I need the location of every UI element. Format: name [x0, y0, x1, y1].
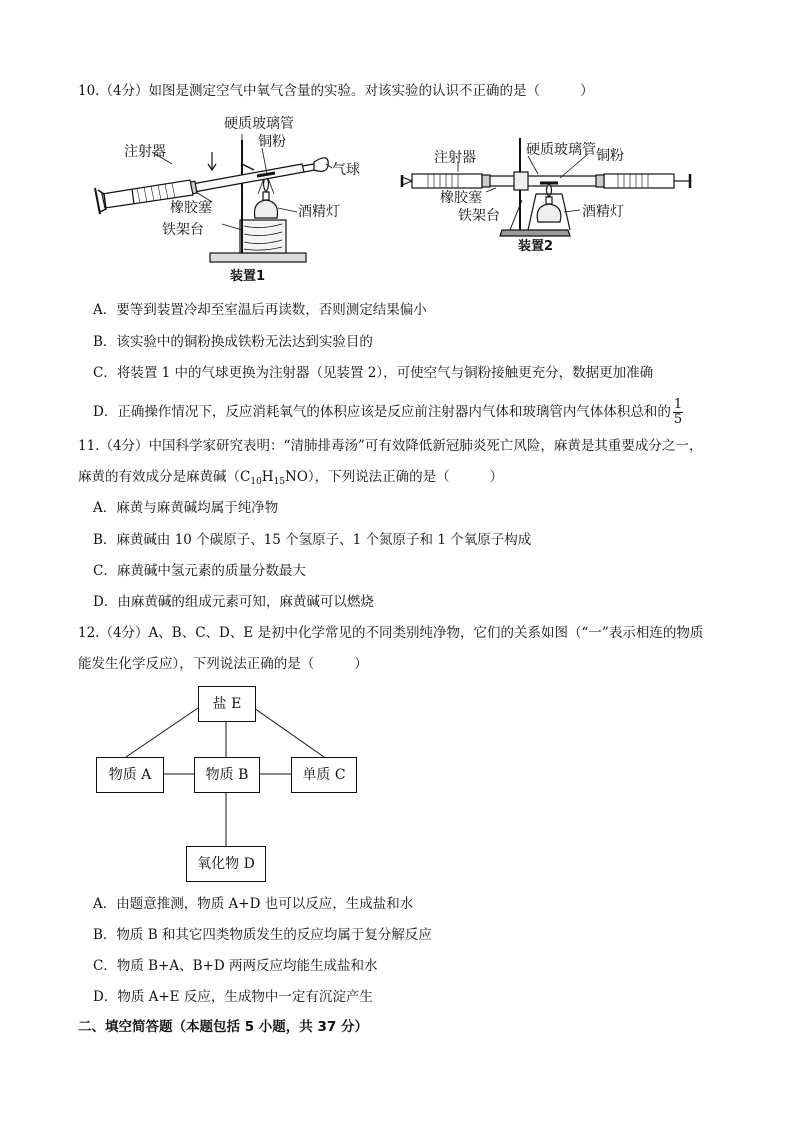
q11-option-a: A．麻黄与麻黄碱均属于纯净物: [93, 500, 279, 516]
q10-option-d-text: D．正确操作情况下，反应消耗氧气的体积应该是反应前注射器内气体和玻璃管内气体体积总和的: [93, 404, 671, 420]
q11-option-d: D．由麻黄碱的组成元素可知，麻黄碱可以燃烧: [93, 594, 374, 610]
q10-option-a: A．要等到装置冷却至室温后再读数，否则测定结果偏小: [93, 302, 427, 318]
q10-option-c: C．将装置 1 中的气球更换为注射器（见装置 2），可使空气与铜粉接触更充分，数据更加准确: [93, 365, 654, 381]
q12-stem-line1: 12.（4分）A、B、C、D、E 是初中化学常见的不同类别纯净物，它们的关系如图（“一”表示相连的物质: [78, 625, 704, 641]
q12-option-d: D．物质 A+E 反应，生成物中一定有沉淀产生: [93, 989, 373, 1005]
q12-option-c: C．物质 B+A、B+D 两两反应均能生成盐和水: [93, 958, 378, 974]
fig1-caption: 装置1: [230, 269, 266, 284]
fig2-syringe-label: 注射器: [434, 150, 476, 166]
q12-stem-end: ）: [354, 656, 368, 672]
fig2-iron-stand-label: 铁架台: [458, 208, 500, 224]
fraction-one-fifth: [673, 398, 683, 427]
fig1-rubber-stopper-label: 橡胶塞: [170, 200, 212, 216]
q12-stem-line2: [78, 654, 368, 674]
node-substance-a: 物质 A: [96, 757, 164, 793]
fig1-alcohol-lamp-label: 酒精灯: [298, 204, 340, 220]
edge-e-a: [126, 708, 198, 757]
q11-subscript-10: 10: [250, 477, 262, 487]
edge-e-c: [254, 708, 324, 757]
q12-option-a: A．由题意推测，物质 A+D 也可以反应，生成盐和水: [93, 896, 414, 912]
fig2-rubber-stopper-label: 橡胶塞: [440, 190, 482, 206]
q11-stem-part-b: H: [261, 469, 274, 485]
fig1-hard-glass-tube-label: 硬质玻璃管: [224, 116, 294, 132]
q11-stem-part-c: NO），下列说法正确的是（: [285, 469, 450, 485]
q12-stem-text: 能发生化学反应），下列说法正确的是（: [78, 656, 315, 672]
node-oxide-d: 氧化物 D: [186, 846, 266, 882]
q12-option-b: B．物质 B 和其它四类物质发生的反应均属于复分解反应: [93, 927, 432, 943]
q11-subscript-15: 15: [273, 477, 286, 487]
node-salt-e: 盐 E: [198, 686, 256, 722]
fig1-copper-powder-label: 铜粉: [258, 134, 286, 150]
q10-stem: [78, 81, 594, 101]
fig1-balloon-label: 气球: [332, 162, 360, 178]
fig2-copper-powder-label: 铜粉: [596, 148, 624, 164]
node-substance-b: 物质 B: [194, 757, 260, 793]
fig1-syringe-label: 注射器: [124, 144, 166, 160]
q11-stem-part-a: 麻黄的有效成分是麻黄碱（C: [78, 469, 251, 485]
node-element-c: 单质 C: [291, 757, 357, 793]
section-2-heading: 二、填空简答题（本题包括 5 小题，共 37 分）: [78, 1019, 368, 1035]
fig2-alcohol-lamp-label: 酒精灯: [582, 204, 624, 220]
fraction-denominator: 5: [673, 412, 683, 427]
q11-stem-end: ）: [489, 469, 504, 485]
q11-stem-line1: 11.（4分）中国科学家研究表明：“清肺排毒汤”可有效降低新冠肺炎死亡风险，麻黄是其重要成分之一，: [78, 438, 703, 454]
fig2-caption: 装置2: [518, 239, 554, 254]
apparatus-2-figure: [398, 134, 708, 256]
q11-stem-line2: [78, 467, 503, 492]
q10-stem-text: 10.（4分）如图是测定空气中氧气含量的实验。对该实验的认识不正确的是（: [78, 83, 541, 99]
q11-option-c: C．麻黄碱中氢元素的质量分数最大: [93, 563, 306, 579]
fraction-numerator: 1: [673, 397, 683, 412]
q11-option-b: B．麻黄碱由 10 个碳原子、15 个氢原子、1 个氮原子和 1 个氧原子构成: [93, 532, 532, 548]
apparatus-1-figure: [92, 112, 382, 284]
fig2-hard-glass-tube-label: 硬质玻璃管: [526, 142, 596, 158]
q10-option-b: B．该实验中的铜粉换成铁粉无法达到实验目的: [93, 334, 373, 350]
q10-stem-end: ）: [580, 83, 594, 99]
q10-option-d: [93, 398, 683, 427]
fig1-iron-stand-label: 铁架台: [162, 222, 204, 238]
